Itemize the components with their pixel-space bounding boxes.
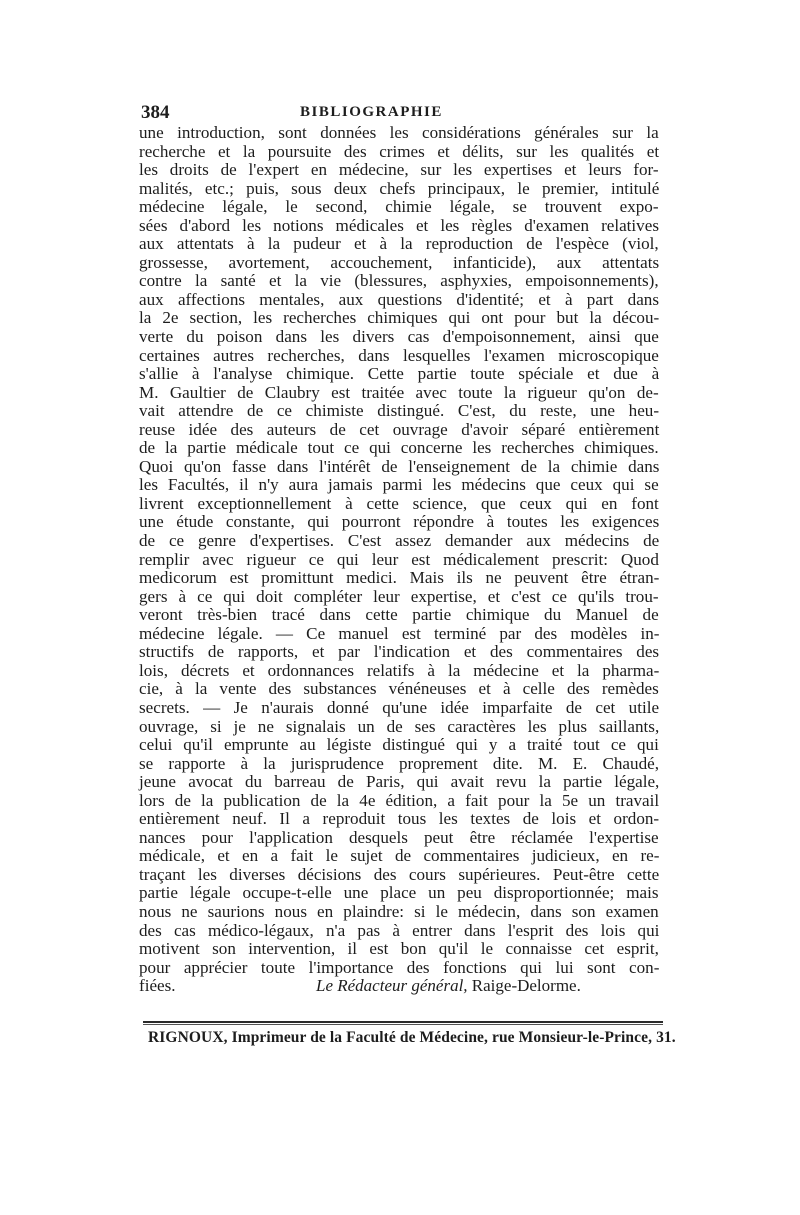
text-line: lois, décrets et ordonnances relatifs à la médecine et la pharma- — [139, 660, 660, 680]
footer-rule — [143, 1021, 663, 1023]
text-line: contre la santé et la vie (blessures, asphyxies, empoisonnements), — [139, 271, 659, 291]
footer-rule-thin — [143, 1024, 663, 1025]
text-line: une étude constante, qui pourront répondre à toutes les exigences — [139, 512, 660, 532]
text-line: certaines autres recherches, dans lesquelles l'examen microscopique — [139, 345, 659, 365]
text-line: la 2e section, les recherches chimiques qui ont pour but la décou- — [139, 308, 660, 328]
text-line: aux affections mentales, aux questions d'identité; et à part dans — [139, 289, 659, 309]
text-line: aux attentats à la pudeur et à la reproduction de l'espèce (viol, — [139, 234, 659, 254]
text-line: celui qu'il emprunte au légiste distingué qui y a traité tout ce qui — [139, 735, 659, 755]
text-line: entièrement neuf. Il a reproduit tous les textes de lois et ordon- — [139, 809, 660, 829]
text-line: M. Gaultier de Claubry est traitée avec toute la rigueur qu'on de- — [139, 382, 659, 402]
text-line: secrets. — Je n'aurais donné qu'une idée imparfaite de cet utile — [139, 697, 660, 717]
text-line: reuse idée des auteurs de cet ouvrage d'avoir séparé entièrement — [139, 419, 660, 439]
text-line: recherche et la poursuite des crimes et délits, sur les qualités et — [139, 141, 660, 161]
signature — [316, 976, 581, 996]
text-line: veront très-bien tracé dans cette partie chimique du Manuel de — [139, 605, 659, 625]
text-line: fiées. — [139, 976, 176, 996]
signature-name: Raige-Delorme. — [471, 976, 581, 995]
text-line: médecine légale. — Ce manuel est terminé par des modèles in- — [139, 623, 660, 643]
text-line: de ce genre d'expertises. C'est assez demander aux médecins de — [139, 531, 660, 551]
text-line: lors de la publication de la 4e édition, a fait pour la 5e un travail — [139, 790, 660, 810]
text-line: ouvrage, si je ne signalais un de ses caractères les plus saillants, — [139, 716, 660, 736]
text-line: sées d'abord les notions médicales et les règles d'examen relatives — [139, 215, 659, 235]
text-line: traçant les diverses décisions des cours supérieures. Peut-être cette — [139, 864, 660, 884]
text-line: une introduction, sont données les considérations générales sur la — [139, 123, 659, 142]
page-number: 384 — [141, 102, 170, 123]
body-text — [139, 124, 659, 996]
text-line: médecine légale, le second, chimie légale, se trouvent expo- — [139, 197, 659, 217]
text-line: vait attendre de ce chimiste distingué. C'est, du reste, une heu- — [139, 401, 660, 421]
text-line: cie, à la vente des substances vénéneuses et à celle des remèdes — [139, 679, 659, 699]
running-title: BIBLIOGRAPHIE — [300, 104, 443, 120]
text-line: Quoi qu'on fasse dans l'intérêt de l'enseignement de la chimie dans — [139, 456, 660, 476]
printer-imprint: RIGNOUX, Imprimeur de la Faculté de Médecine, rue Monsieur-le-Prince, 31. — [148, 1029, 676, 1046]
text-line: medicorum est promittunt medici. Mais ils ne peuvent être étran- — [139, 568, 660, 588]
text-line: motivent son intervention, il est bon qu'il le connaisse cet esprit, — [139, 939, 659, 959]
text-line: les droits de l'expert en médecine, sur les expertises et leurs for- — [139, 160, 659, 180]
text-line: verte du poison dans les divers cas d'empoisonnement, ainsi que — [139, 327, 659, 347]
text-line: malités, etc.; puis, sous deux chefs principaux, le premier, intitulé — [139, 178, 660, 198]
text-line: livrent exceptionnellement à cette science, que ceux qui en font — [139, 493, 659, 513]
text-line: structifs de rapports, et par l'indication et des commentaires des — [139, 642, 660, 662]
signature-role: Le Rédacteur général, — [316, 976, 468, 995]
text-line: nances pour l'application desquels peut être réclamée l'expertise — [139, 827, 659, 847]
text-line: nous ne saurions nous en plaindre: si le médecin, dans son examen — [139, 901, 659, 921]
text-line: grossesse, avortement, accouchement, infanticide), aux attentats — [139, 252, 660, 272]
text-line: pour apprécier toute l'importance des fonctions qui lui sont con- — [139, 957, 660, 977]
text-line: s'allie à l'analyse chimique. Cette partie toute spéciale et due à — [139, 364, 660, 384]
text-line: de la partie médicale tout ce qui concerne les recherches chimiques. — [139, 438, 659, 458]
text-line: gers à ce qui doit compléter leur expertise, et c'est ce qu'ils trou- — [139, 586, 659, 606]
text-line: se rapporte à la jurisprudence proprement dite. M. E. Chaudé, — [139, 753, 659, 773]
text-line: médicale, et en a fait le sujet de commentaires judicieux, en re- — [139, 846, 660, 866]
text-line: partie légale occupe-t-elle une place un peu disproportionnée; mais — [139, 883, 659, 903]
text-line: des cas médico-légaux, n'a pas à entrer dans l'esprit des lois qui — [139, 920, 660, 940]
text-line: remplir avec rigueur ce qui leur est médicalement prescrit: Quod — [139, 549, 659, 569]
text-line: jeune avocat du barreau de Paris, qui avait revu la partie légale, — [139, 772, 660, 792]
text-line: les Facultés, il n'y aura jamais parmi les médecins que ceux qui se — [139, 475, 659, 495]
